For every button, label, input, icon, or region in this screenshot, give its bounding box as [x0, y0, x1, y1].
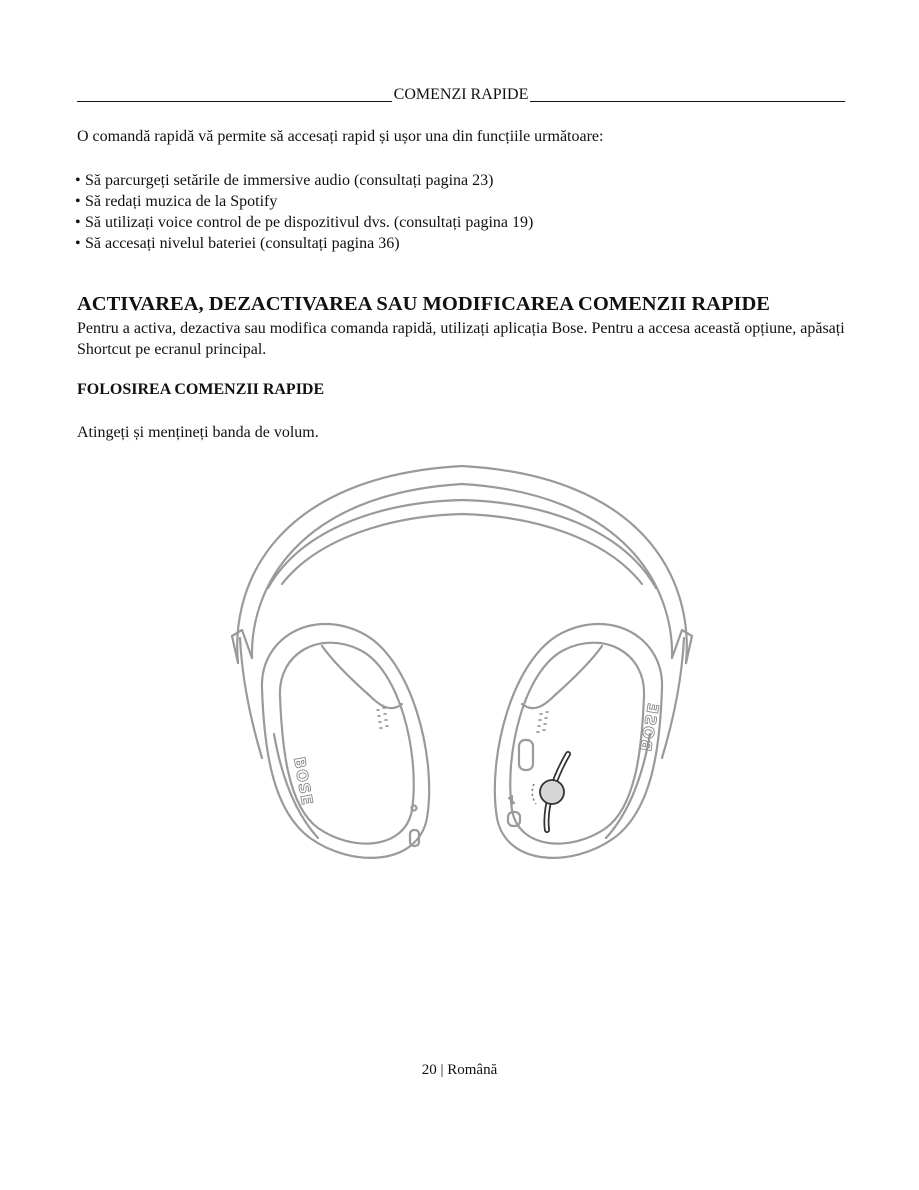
header-rule-left: [77, 100, 392, 102]
list-item: • Să parcurgeți setările de immersive audio (consultați pagina 23): [75, 172, 494, 189]
left-earcup: [262, 624, 429, 858]
headphones-svg: [222, 458, 702, 878]
intro-text: O comandă rapidă vă permite să accesați rapid și ușor una din funcțiile următoare:: [77, 128, 604, 145]
page-footer: [0, 1061, 919, 1079]
right-earcup: [495, 624, 662, 858]
headband-inner: [252, 484, 672, 658]
section-heading: ACTIVAREA, DEZACTIVAREA SAU MODIFICAREA COMENZII RAPIDE: [77, 293, 770, 315]
list-item: • Să accesați nivelul bateriei (consultați pagina 36): [75, 235, 400, 252]
list-item: • Să redați muzica de la Spotify: [75, 193, 278, 210]
headband-outer: [237, 466, 687, 663]
feature-list: [75, 170, 533, 254]
right-bose-logo: BOSE: [636, 700, 663, 753]
left-bose-logo: BOSE: [290, 755, 317, 808]
volume-strip: [532, 754, 568, 830]
headphones-illustration: [222, 458, 702, 878]
page-header: [77, 86, 845, 104]
section-paragraph: Pentru a activa, dezactiva sau modifica comanda rapidă, utilizați aplicația Bose. Pentru a accesa această opțiune, apăsați Shortcut pe ecranul principal.: [77, 320, 845, 358]
list-item: • Să utilizați voice control de pe dispozitivul dvs. (consultați pagina 19): [75, 214, 534, 231]
touch-point: [540, 780, 564, 804]
header-rule-right: [530, 100, 845, 102]
footer-language: Română: [447, 1062, 498, 1078]
header-title: COMENZI RAPIDE: [393, 86, 529, 103]
instruction-text: Atingeți și mențineți banda de volum.: [77, 424, 319, 441]
subsection-heading: FOLOSIREA COMENZII RAPIDE: [77, 381, 325, 398]
footer-separator: |: [440, 1062, 444, 1078]
page-number: 20: [421, 1062, 437, 1078]
